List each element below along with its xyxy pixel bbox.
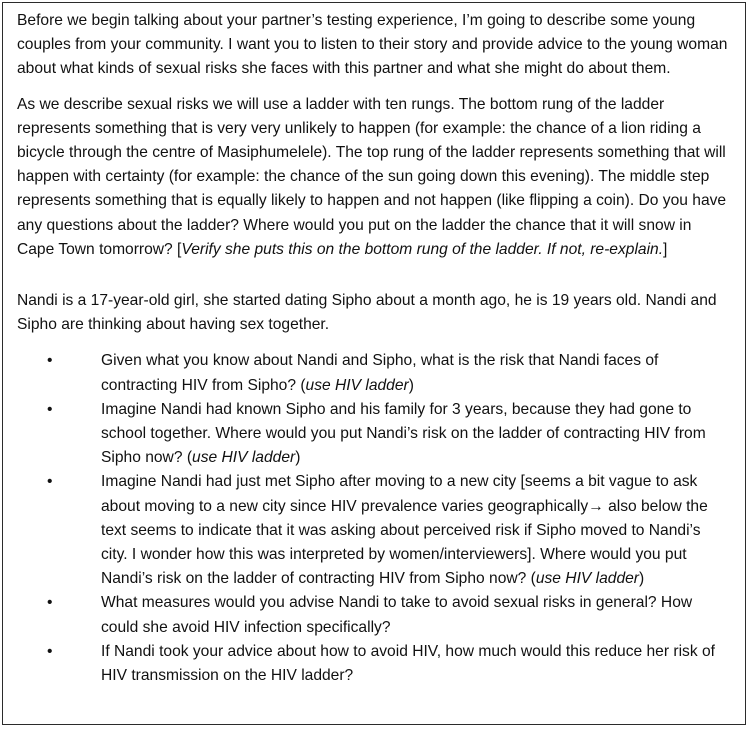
question-close-paren: ) xyxy=(638,570,645,588)
ladder-paragraph xyxy=(17,93,731,262)
question-close-paren: ) xyxy=(408,376,414,394)
question-text: Imagine Nandi had known Sipho and his family for 3 years, because they had gone to school together. Where would you put Nandi’s risk on the ladder of contracting HIV from Sipho now? ( xyxy=(101,400,706,467)
bullet-icon: • xyxy=(47,352,53,370)
bullet-icon: • xyxy=(47,594,53,612)
question-instruction: use HIV ladder xyxy=(192,449,296,467)
arrow-icon: → xyxy=(588,497,604,515)
question-instruction: use HIV ladder xyxy=(535,570,639,588)
list-item xyxy=(17,470,731,591)
list-item xyxy=(17,398,731,471)
bullet-icon: • xyxy=(47,400,53,418)
list-item xyxy=(17,640,731,688)
question-close-paren: ) xyxy=(295,449,301,467)
question-list xyxy=(17,349,731,688)
question-text-continued: also below the text seems to indicate that it was asking about perceived risk if Sipho moved to Nandi’s city. I wonder how this was interpreted by women/interviewers]. Where would you put Nandi’s risk on the ladder of contracting HIV from Sipho now? ( xyxy=(101,497,708,588)
list-item xyxy=(17,591,731,639)
bullet-icon: • xyxy=(47,473,53,491)
question-text: If Nandi took your advice about how to avoid HIV, how much would this reduce her risk of HIV transmission on the HIV ladder? xyxy=(101,642,715,685)
ladder-instruction: Verify she puts this on the bottom rung of the ladder. If not, re-explain. xyxy=(181,240,664,258)
ladder-text: As we describe sexual risks we will use a ladder with ten rungs. The bottom rung of the ladder represents something that is very very unlikely to happen (for example: the chance of a lion riding a bicycle through the centre of Masiphumelele). The top rung of the ladder represents something that will happen with certainty (for example: the chance of the sun going down this evening). The middle step represents something that is equally likely to happen and not happen (like flipping a coin). Do you have any questions about the ladder? Where would you put on the ladder the chance that it will snow in Cape Town tomorrow? [ xyxy=(17,95,727,258)
question-instruction: use HIV ladder xyxy=(305,376,409,394)
scenario-paragraph: Nandi is a 17-year-old girl, she started dating Sipho about a month ago, he is 19 years old. Nandi and Sipho are thinking about having sex together. xyxy=(17,292,717,334)
bullet-icon: • xyxy=(47,642,53,660)
document-frame xyxy=(2,2,746,725)
question-text: What measures would you advise Nandi to take to avoid sexual risks in general? How could she avoid HIV infection specifically? xyxy=(101,594,693,636)
question-text: Given what you know about Nandi and Sipho, what is the risk that Nandi faces of contracting HIV from Sipho? ( xyxy=(101,352,659,394)
question-text: Imagine Nandi had just met Sipho after moving to a new city [seems a bit vague to ask about moving to a new city since HIV prevalence varies geographically xyxy=(101,473,698,515)
ladder-close-bracket: ] xyxy=(663,240,668,258)
list-item xyxy=(17,349,731,397)
intro-paragraph: Before we begin talking about your partner’s testing experience, I’m going to describe some young couples from your community. I want you to listen to their story and provide advice to the young woman about what kinds of sexual risks she faces with this partner and what she might do about them. xyxy=(17,12,728,78)
